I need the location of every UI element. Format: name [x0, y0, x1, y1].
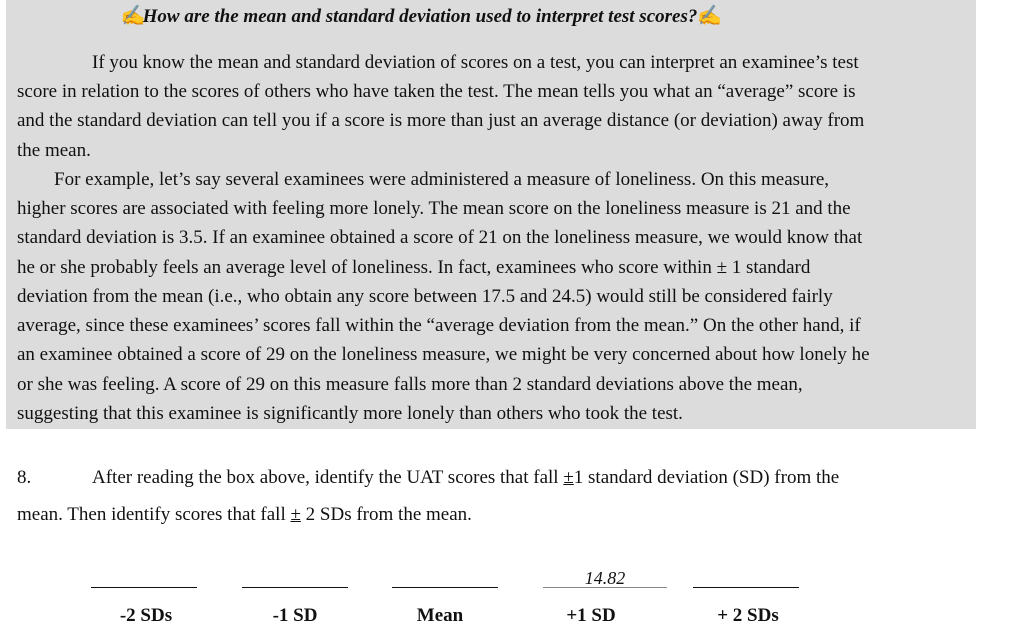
question-number: 8.	[17, 467, 32, 488]
minus-2-sd-label: -2 SDs	[119, 605, 173, 626]
box-paragraph-line: average, since these examinees’ scores fall within the “average deviation from the mean.” On the other hand, if	[17, 315, 861, 336]
question-text: 2 SDs from the mean.	[300, 504, 472, 525]
minus-2-sd-blank[interactable]	[91, 587, 197, 588]
box-title	[6, 4, 834, 29]
minus-1-sd-label: -1 SD	[272, 605, 318, 626]
question-line-1	[17, 465, 839, 491]
box-paragraph-line: standard deviation is 3.5. If an examinee obtained a score of 21 on the loneliness measure, we would know that	[17, 227, 863, 248]
mean-blank[interactable]	[392, 587, 498, 588]
question-text: After reading the box above, identify the UAT scores that fall	[92, 467, 564, 488]
minus-1-sd-blank[interactable]	[242, 587, 348, 588]
plus-minus-symbol: ±	[290, 504, 301, 525]
box-paragraph-line: suggesting that this examinee is significantly more lonely than others who took the test.	[17, 403, 683, 424]
box-paragraph-line: higher scores are associated with feeling more lonely. The mean score on the loneliness measure is 21 and the	[17, 198, 851, 219]
pencil-icon: ✍	[697, 5, 723, 27]
box-paragraph-line: or she was feeling. A score of 29 on this measure falls more than 2 standard deviations above the mean,	[17, 374, 803, 395]
question-text: mean. Then identify scores that fall	[17, 504, 291, 525]
box-paragraph-line: the mean.	[17, 140, 91, 161]
plus-1-sd-label: +1 SD	[566, 605, 616, 626]
plus-1-sd-value: 14.82	[584, 568, 626, 588]
box-paragraph-line: and the standard deviation can tell you if a score is more than just an average distance (or deviation) away from	[17, 110, 865, 131]
pencil-icon: ✍	[120, 5, 146, 27]
box-paragraph-line: For example, let’s say several examinees were administered a measure of loneliness. On this measure,	[54, 169, 830, 190]
box-paragraph-line: he or she probably feels an average level of loneliness. In fact, examinees who score within ± 1 standard	[17, 257, 811, 278]
question-line-2	[17, 502, 472, 528]
box-title-text: How are the mean and standard deviation used to interpret test scores?	[142, 6, 698, 27]
box-paragraph-line: deviation from the mean (i.e., who obtain any score between 17.5 and 24.5) would still be considered fairly	[17, 286, 833, 307]
plus-2-sd-label: + 2 SDs	[717, 605, 779, 626]
info-box	[6, 0, 976, 429]
box-paragraph-line: If you know the mean and standard deviation of scores on a test, you can interpret an examinee’s test	[92, 52, 859, 73]
question-text: 1 standard deviation (SD) from the	[573, 467, 840, 488]
mean-label: Mean	[416, 605, 464, 626]
plus-2-sd-blank[interactable]	[693, 587, 799, 588]
box-paragraph-line: score in relation to the scores of others who have taken the test. The mean tells you what an “average” score is	[17, 81, 856, 102]
box-paragraph-line: an examinee obtained a score of 29 on the loneliness measure, we might be very concerned about how lonely he	[17, 344, 870, 365]
plus-minus-symbol: ±	[563, 467, 574, 488]
